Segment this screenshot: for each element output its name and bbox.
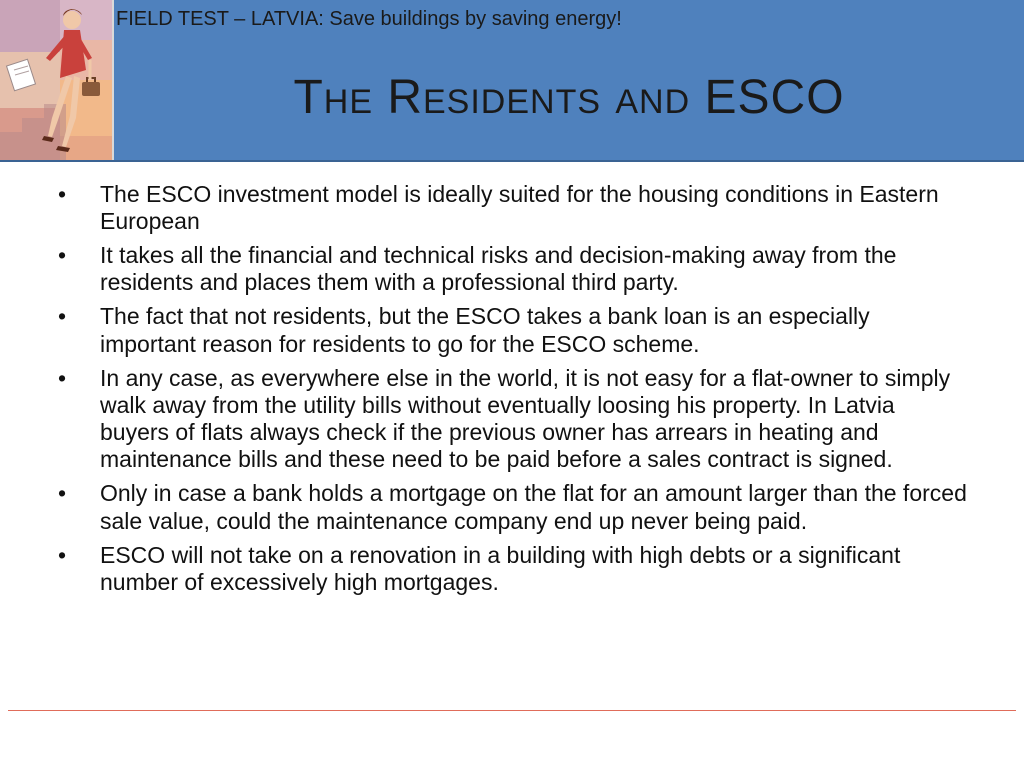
bullet-text: The fact that not residents, but the ESCO takes a bank loan is an especially important reason for residents to go for the ESCO scheme. [100, 303, 870, 357]
bullet-item [50, 542, 970, 597]
bullet-text: ESCO will not take on a renovation in a building with high debts or a significant number of excessively high mortgages. [100, 541, 901, 595]
bullet-item [50, 365, 970, 474]
bullet-marker: • [58, 303, 67, 330]
bullet-list [50, 181, 970, 603]
bullet-item [50, 303, 970, 358]
logo-illustration [0, 0, 112, 160]
bullet-marker: • [58, 242, 67, 269]
bullet-marker: • [58, 364, 67, 391]
project-tagline: FIELD TEST – LATVIA: Save buildings by saving energy! [116, 8, 622, 30]
bullet-item [50, 480, 970, 535]
bullet-marker: • [58, 181, 67, 207]
bullet-marker: • [58, 480, 67, 507]
bullet-marker: • [58, 541, 67, 568]
slide-title: The Residents and ESCO [293, 71, 845, 124]
footer-divider [8, 710, 1016, 711]
slide-header [0, 0, 1024, 162]
woman-with-briefcase-logo [0, 0, 112, 160]
bullet-text: It takes all the financial and technical risks and decision-making away from the residents and places them with a professional third party. [100, 242, 897, 296]
bullet-item [50, 242, 970, 297]
bullet-text: The ESCO investment model is ideally suited for the housing conditions in Eastern European [100, 181, 939, 235]
bullet-text: In any case, as everywhere else in the world, it is not easy for a flat-owner to simply walk away from the utility bills without eventually loosing his property. In Latvia buyers of flats always check if the previous owner has arrears in heating and maintenance bills and these need to be paid before a sales contract is signed. [100, 364, 951, 473]
bullet-item [50, 181, 970, 236]
bullet-text: Only in case a bank holds a mortgage on the flat for an amount larger than the forced sale value, could the maintenance company end up never being paid. [100, 480, 967, 534]
